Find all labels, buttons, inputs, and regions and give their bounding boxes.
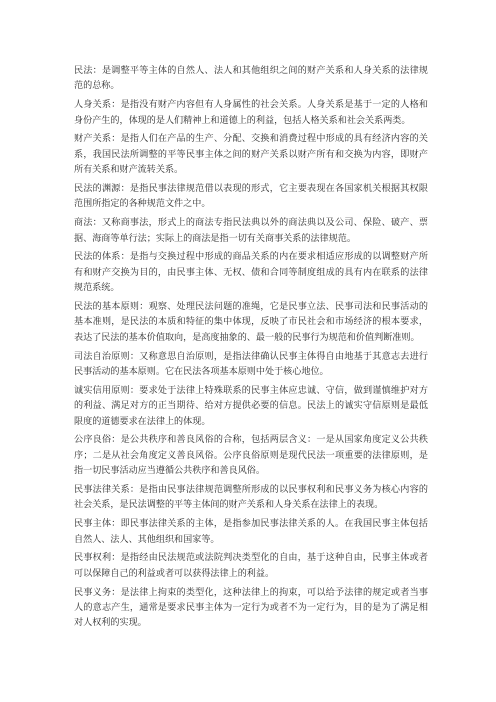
paragraph-civil-law-system: 民法的体系：是指与交换过程中形成的商品关系的内在要求相适应形成的以调整财产所有和财产交换为目的，由民事主体、无权、债和合同等制度组成的具有内在联系的法律规范系统。 [74,252,428,294]
paragraph-basic-principles: 民法的基本原则：观察、处理民法问题的准绳，它是民事立法、民事司法和民事活动的基本准则，是民法的本质和特征的集中体现，反映了市民社会和市场经济的根本要求，表达了民法的基本价值取向，是高度抽象的、最一般的民事行为规范和价值判断准则。 [74,302,428,343]
paragraph-sources-of-civil-law: 民法的渊源：是指民事法律规范借以表现的形式，它主要表现在各国家机关根据其权限范围所指定的各种规范文件之中。 [74,184,428,210]
document-body [74,64,428,635]
paragraph-property-relations: 财产关系：是指人们在产品的生产、分配、交换和消费过程中形成的具有经济内容的关系，我国民法所调整的平等民事主体之间的财产关系以财产所有和交换为内容，即财产所有关系和财产流转关系。 [74,134,428,176]
paragraph-civil-legal-relations: 民事法律关系：是指由民事法律规范调整所形成的以民事权利和民事义务为核心内容的社会关系，是民法调整的平等主体间的财产关系和人身关系在法律上的表现。 [74,485,428,511]
paragraph-public-order: 公序良俗：是公共秩序和善良风俗的合称，包括两层含义：一是从国家角度定义公共秩序；二是从社会角度定义善良风俗。公序良俗原则是现代民法一项重要的法律原则，是指一切民事活动应当遵循公共秩序和善良风俗。 [74,435,428,477]
paragraph-good-faith-principle: 诚实信用原则：要求处于法律上特殊联系的民事主体应忠诚、守信，做到谨慎维护对方的利益、满足对方的正当期待、给对方提供必要的信息。民法上的诚实守信原则是最低限度的道德要求在法律上的体现。 [74,385,428,427]
paragraph-autonomy-principle: 司法自治原则：又称意思自治原则，是指法律确认民事主体得自由地基于其意志去进行民事活动的基本原则。它在民法各项基本原则中处于核心地位。 [74,351,428,378]
paragraph-commercial-law: 商法：又称商事法，形式上的商法专指民法典以外的商法典以及公司、保险、破产、票据、海商等单行法；实际上的商法是指一切有关商事关系的法律规范。 [74,218,428,244]
paragraph-civil-law: 民法：是调整平等主体的自然人、法人和其他组织之间的财产关系和人身关系的法律规范的总称。 [74,66,428,92]
paragraph-civil-obligations: 民事义务：是法律上拘束的类型化，这种法律上的拘束，可以给予法律的规定或者当事人的意志产生，通常是要求民事主体为一定行为或者不为一定行为，目的是为了满足相对人权利的实现。 [74,587,428,629]
paragraph-personal-relations: 人身关系：是指没有财产内容但有人身属性的社会关系。人身关系是基于一定的人格和身份产生的，体现的是人们精神上和道德上的利益，包括人格关系和社会关系两类。 [74,100,428,126]
paragraph-civil-rights: 民事权利：是指经由民法规范或法院判决类型化的自由，基于这种自由，民事主体或者可以保障自己的利益或者可以获得法律上的利益。 [74,553,428,579]
paragraph-civil-subjects: 民事主体：即民事法律关系的主体，是指参加民事法律关系的人。在我国民事主体包括自然人、法人、其他组织和国家等。 [74,519,428,545]
